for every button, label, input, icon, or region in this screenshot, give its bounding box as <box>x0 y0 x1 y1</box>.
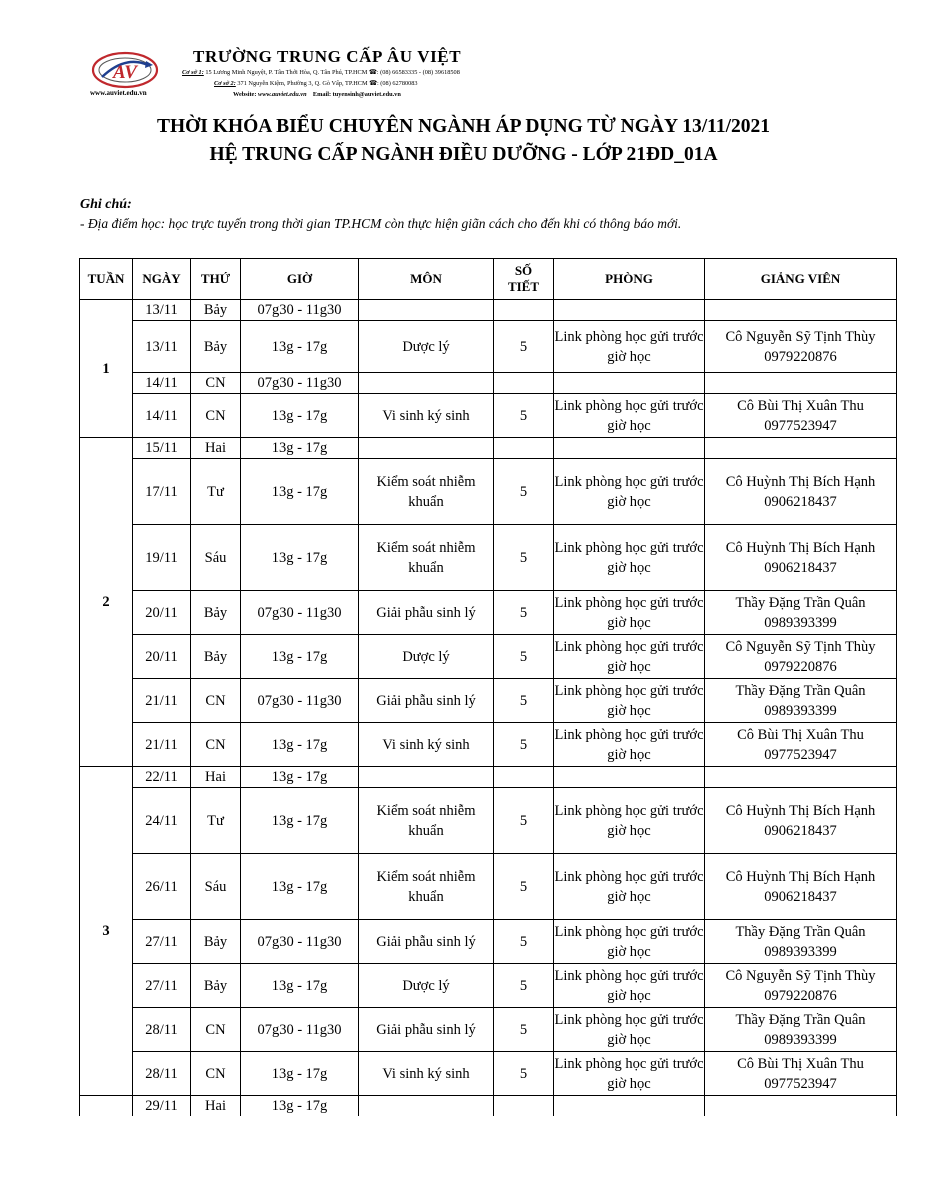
teacher-phone: 0979220876 <box>764 348 837 365</box>
date-cell: 14/11 <box>133 394 191 438</box>
date-cell: 14/11 <box>133 373 191 394</box>
date-cell: 27/11 <box>133 964 191 1008</box>
col-giang-vien-header: GIẢNG VIÊN <box>705 259 897 300</box>
weekday-cell: CN <box>191 679 241 723</box>
date-cell: 13/11 <box>133 300 191 321</box>
subject-cell: Dược lý <box>359 321 494 373</box>
room-cell <box>554 300 705 321</box>
campus-1 <box>182 69 460 76</box>
room-cell <box>554 767 705 788</box>
periods-cell: 5 <box>494 920 554 964</box>
subject-cell <box>359 1096 494 1117</box>
date-cell: 26/11 <box>133 854 191 920</box>
weekday-cell: Tư <box>191 459 241 525</box>
periods-cell: 5 <box>494 394 554 438</box>
col-gio-header: GIỜ <box>241 259 359 300</box>
weekday-cell: Hai <box>191 767 241 788</box>
periods-cell <box>494 373 554 394</box>
weekday-cell: Sáu <box>191 854 241 920</box>
periods-cell: 5 <box>494 459 554 525</box>
table-row <box>80 767 897 788</box>
teacher-phone: 0906218437 <box>764 559 837 576</box>
campus-1-address: 15 Lương Minh Nguyệt, P. Tân Thới Hòa, Q. Tân Phú, TP.HCM ☎: (08) 66583335 - (08) 39618508 <box>205 69 460 76</box>
time-cell: 13g - 17g <box>241 394 359 438</box>
col-tuan-header: TUẦN <box>80 259 133 300</box>
teacher-cell <box>705 679 897 723</box>
subject-cell: Vi sinh ký sinh <box>359 1052 494 1096</box>
teacher-cell <box>705 1052 897 1096</box>
date-cell: 29/11 <box>133 1096 191 1117</box>
periods-cell: 5 <box>494 723 554 767</box>
teacher-cell <box>705 300 897 321</box>
teacher-phone: 0977523947 <box>764 1075 837 1092</box>
teacher-cell <box>705 920 897 964</box>
weekday-cell: Bảy <box>191 635 241 679</box>
periods-cell <box>494 1096 554 1117</box>
time-cell: 07g30 - 11g30 <box>241 300 359 321</box>
weekday-cell: Sáu <box>191 525 241 591</box>
teacher-name: Cô Huỳnh Thị Bích Hạnh <box>725 868 876 885</box>
room-cell: Link phòng học gửi trước giờ học <box>554 679 705 723</box>
subject-cell: Kiểm soát nhiễm khuẩn <box>359 854 494 920</box>
periods-cell: 5 <box>494 964 554 1008</box>
table-row <box>80 723 897 767</box>
website-link[interactable]: www.auviet.edu.vn <box>258 91 307 98</box>
teacher-name: Thầy Đặng Trần Quân <box>735 682 866 699</box>
date-cell: 20/11 <box>133 591 191 635</box>
teacher-cell <box>705 964 897 1008</box>
periods-cell: 5 <box>494 1052 554 1096</box>
weekday-cell: CN <box>191 373 241 394</box>
date-cell: 20/11 <box>133 635 191 679</box>
periods-cell <box>494 300 554 321</box>
campus-2-address: 371 Nguyễn Kiệm, Phường 3, Q. Gò Vấp, TP.HCM ☎: (08) 62780083 <box>237 80 418 87</box>
time-cell: 07g30 - 11g30 <box>241 920 359 964</box>
teacher-name: Thầy Đặng Trần Quân <box>735 923 866 940</box>
weekday-cell: Tư <box>191 788 241 854</box>
room-cell: Link phòng học gửi trước giờ học <box>554 1008 705 1052</box>
teacher-phone: 0989393399 <box>764 943 837 960</box>
time-cell: 13g - 17g <box>241 964 359 1008</box>
time-cell: 07g30 - 11g30 <box>241 373 359 394</box>
date-cell: 28/11 <box>133 1052 191 1096</box>
periods-cell: 5 <box>494 321 554 373</box>
teacher-cell <box>705 394 897 438</box>
subject-cell: Vi sinh ký sinh <box>359 723 494 767</box>
teacher-phone: 0906218437 <box>764 888 837 905</box>
teacher-cell <box>705 767 897 788</box>
email-label: Email: <box>312 91 332 98</box>
time-cell: 13g - 17g <box>241 788 359 854</box>
room-cell <box>554 438 705 459</box>
svg-text:AV: AV <box>113 62 137 83</box>
table-row <box>80 964 897 1008</box>
weekday-cell: Hai <box>191 438 241 459</box>
room-cell: Link phòng học gửi trước giờ học <box>554 964 705 1008</box>
room-cell: Link phòng học gửi trước giờ học <box>554 525 705 591</box>
campus-2 <box>214 80 418 87</box>
room-cell: Link phòng học gửi trước giờ học <box>554 394 705 438</box>
teacher-phone: 0989393399 <box>764 702 837 719</box>
teacher-name: Cô Nguyễn Sỹ Tịnh Thùy <box>725 967 876 984</box>
col-mon-header: MÔN <box>359 259 494 300</box>
table-row <box>80 525 897 591</box>
weekday-cell: Bảy <box>191 964 241 1008</box>
contact-line <box>233 91 401 98</box>
teacher-name: Cô Bùi Thị Xuân Thu <box>737 726 864 743</box>
teacher-cell <box>705 438 897 459</box>
campus-2-label: Cơ sở 2: <box>214 80 236 87</box>
periods-cell: 5 <box>494 854 554 920</box>
table-row <box>80 1096 897 1117</box>
table-row <box>80 438 897 459</box>
subject-cell: Kiểm soát nhiễm khuẩn <box>359 459 494 525</box>
subject-cell: Kiểm soát nhiễm khuẩn <box>359 525 494 591</box>
date-cell: 28/11 <box>133 1008 191 1052</box>
room-cell: Link phòng học gửi trước giờ học <box>554 1052 705 1096</box>
teacher-cell <box>705 723 897 767</box>
col-ngay-header: NGÀY <box>133 259 191 300</box>
time-cell: 13g - 17g <box>241 1052 359 1096</box>
date-cell: 17/11 <box>133 459 191 525</box>
teacher-phone: 0989393399 <box>764 1031 837 1048</box>
teacher-phone: 0906218437 <box>764 822 837 839</box>
email-link[interactable]: tuyensinh@auviet.edu.vn <box>332 91 401 98</box>
room-cell: Link phòng học gửi trước giờ học <box>554 920 705 964</box>
time-cell: 13g - 17g <box>241 767 359 788</box>
table-row <box>80 920 897 964</box>
periods-cell: 5 <box>494 788 554 854</box>
room-cell <box>554 1096 705 1117</box>
periods-cell <box>494 438 554 459</box>
date-cell: 19/11 <box>133 525 191 591</box>
room-cell: Link phòng học gửi trước giờ học <box>554 635 705 679</box>
date-cell: 13/11 <box>133 321 191 373</box>
teacher-cell <box>705 1008 897 1052</box>
weekday-cell: Bảy <box>191 920 241 964</box>
school-header <box>90 45 610 105</box>
time-cell: 13g - 17g <box>241 635 359 679</box>
subject-cell: Kiểm soát nhiễm khuẩn <box>359 788 494 854</box>
time-cell: 07g30 - 11g30 <box>241 679 359 723</box>
teacher-name: Cô Huỳnh Thị Bích Hạnh <box>725 539 876 556</box>
subject-cell <box>359 438 494 459</box>
subject-cell: Giải phẫu sinh lý <box>359 920 494 964</box>
teacher-cell <box>705 788 897 854</box>
weekday-cell: Bảy <box>191 591 241 635</box>
teacher-name: Thầy Đặng Trần Quân <box>735 594 866 611</box>
page-title: THỜI KHÓA BIỂU CHUYÊN NGÀNH ÁP DỤNG TỪ NGÀY 13/11/2021 <box>156 116 771 137</box>
table-row <box>80 1008 897 1052</box>
time-cell: 07g30 - 11g30 <box>241 1008 359 1052</box>
teacher-cell <box>705 854 897 920</box>
teacher-name: Thầy Đặng Trần Quân <box>735 1011 866 1028</box>
teacher-cell <box>705 321 897 373</box>
periods-cell: 5 <box>494 525 554 591</box>
date-cell: 21/11 <box>133 723 191 767</box>
schedule-table <box>79 258 897 1116</box>
table-row <box>80 788 897 854</box>
table-row <box>80 591 897 635</box>
room-cell: Link phòng học gửi trước giờ học <box>554 591 705 635</box>
room-cell: Link phòng học gửi trước giờ học <box>554 459 705 525</box>
note-heading: Ghi chú: <box>80 197 132 212</box>
subject-cell: Giải phẫu sinh lý <box>359 1008 494 1052</box>
time-cell: 07g30 - 11g30 <box>241 591 359 635</box>
periods-cell: 5 <box>494 635 554 679</box>
teacher-name: Cô Nguyễn Sỹ Tịnh Thùy <box>725 328 876 345</box>
teacher-cell <box>705 1096 897 1117</box>
table-row <box>80 679 897 723</box>
periods-cell: 5 <box>494 1008 554 1052</box>
teacher-name: Cô Bùi Thị Xuân Thu <box>737 1055 864 1072</box>
subject-cell: Giải phẫu sinh lý <box>359 679 494 723</box>
teacher-name: Cô Bùi Thị Xuân Thu <box>737 397 864 414</box>
teacher-name: Cô Nguyễn Sỹ Tịnh Thùy <box>725 638 876 655</box>
teacher-phone: 0977523947 <box>764 417 837 434</box>
teacher-phone: 0979220876 <box>764 658 837 675</box>
table-row <box>80 1052 897 1096</box>
periods-cell <box>494 767 554 788</box>
school-name: TRƯỜNG TRUNG CẤP ÂU VIỆT <box>193 47 462 66</box>
note-text: - Địa điểm học: học trực tuyến trong thời gian TP.HCM còn thực hiện giãn cách cho đến khi có thông báo mới. <box>80 216 682 231</box>
teacher-cell <box>705 635 897 679</box>
time-cell: 13g - 17g <box>241 854 359 920</box>
subject-cell <box>359 300 494 321</box>
week-cell: 1 <box>80 300 133 438</box>
teacher-cell <box>705 525 897 591</box>
weekday-cell: Hai <box>191 1096 241 1117</box>
col-thu-header: THỨ <box>191 259 241 300</box>
teacher-name: Cô Huỳnh Thị Bích Hạnh <box>725 802 876 819</box>
date-cell: 15/11 <box>133 438 191 459</box>
table-row <box>80 321 897 373</box>
room-cell: Link phòng học gửi trước giờ học <box>554 854 705 920</box>
table-header-row <box>80 259 897 300</box>
date-cell: 24/11 <box>133 788 191 854</box>
campus-1-label: Cơ sở 1: <box>182 69 204 76</box>
teacher-cell <box>705 459 897 525</box>
teacher-phone: 0979220876 <box>764 987 837 1004</box>
subject-cell: Dược lý <box>359 635 494 679</box>
weekday-cell: CN <box>191 1052 241 1096</box>
weekday-cell: CN <box>191 1008 241 1052</box>
table-row <box>80 394 897 438</box>
room-cell: Link phòng học gửi trước giờ học <box>554 321 705 373</box>
table-row <box>80 635 897 679</box>
page-subtitle: HỆ TRUNG CẤP NGÀNH ĐIỀU DƯỠNG - LỚP 21ĐD_01A <box>209 144 718 165</box>
subject-cell <box>359 767 494 788</box>
time-cell: 13g - 17g <box>241 321 359 373</box>
teacher-phone: 0989393399 <box>764 614 837 631</box>
teacher-name: Cô Huỳnh Thị Bích Hạnh <box>725 473 876 490</box>
week-cell <box>80 1096 133 1117</box>
periods-cell: 5 <box>494 591 554 635</box>
teacher-cell <box>705 373 897 394</box>
weekday-cell: CN <box>191 394 241 438</box>
date-cell: 27/11 <box>133 920 191 964</box>
room-cell: Link phòng học gửi trước giờ học <box>554 788 705 854</box>
school-logo-icon <box>90 47 160 93</box>
table-row <box>80 854 897 920</box>
date-cell: 22/11 <box>133 767 191 788</box>
week-cell: 3 <box>80 767 133 1096</box>
subject-cell: Vi sinh ký sinh <box>359 394 494 438</box>
weekday-cell: Bảy <box>191 321 241 373</box>
subject-cell <box>359 373 494 394</box>
subject-cell: Dược lý <box>359 964 494 1008</box>
logo-website: www.auviet.edu.vn <box>90 89 147 97</box>
weekday-cell: CN <box>191 723 241 767</box>
room-cell: Link phòng học gửi trước giờ học <box>554 723 705 767</box>
col-phong-header: PHÒNG <box>554 259 705 300</box>
time-cell: 13g - 17g <box>241 525 359 591</box>
teacher-phone: 0977523947 <box>764 746 837 763</box>
teacher-phone: 0906218437 <box>764 493 837 510</box>
table-row <box>80 300 897 321</box>
room-cell <box>554 373 705 394</box>
date-cell: 21/11 <box>133 679 191 723</box>
week-cell: 2 <box>80 438 133 767</box>
time-cell: 13g - 17g <box>241 459 359 525</box>
time-cell: 13g - 17g <box>241 723 359 767</box>
website-label: Website: <box>233 91 257 98</box>
time-cell: 13g - 17g <box>241 438 359 459</box>
table-row <box>80 459 897 525</box>
time-cell: 13g - 17g <box>241 1096 359 1117</box>
periods-cell: 5 <box>494 679 554 723</box>
col-so-tiet-header: SỐ TIẾT <box>494 259 554 300</box>
teacher-cell <box>705 591 897 635</box>
weekday-cell: Bảy <box>191 300 241 321</box>
subject-cell: Giải phẫu sinh lý <box>359 591 494 635</box>
table-row <box>80 373 897 394</box>
